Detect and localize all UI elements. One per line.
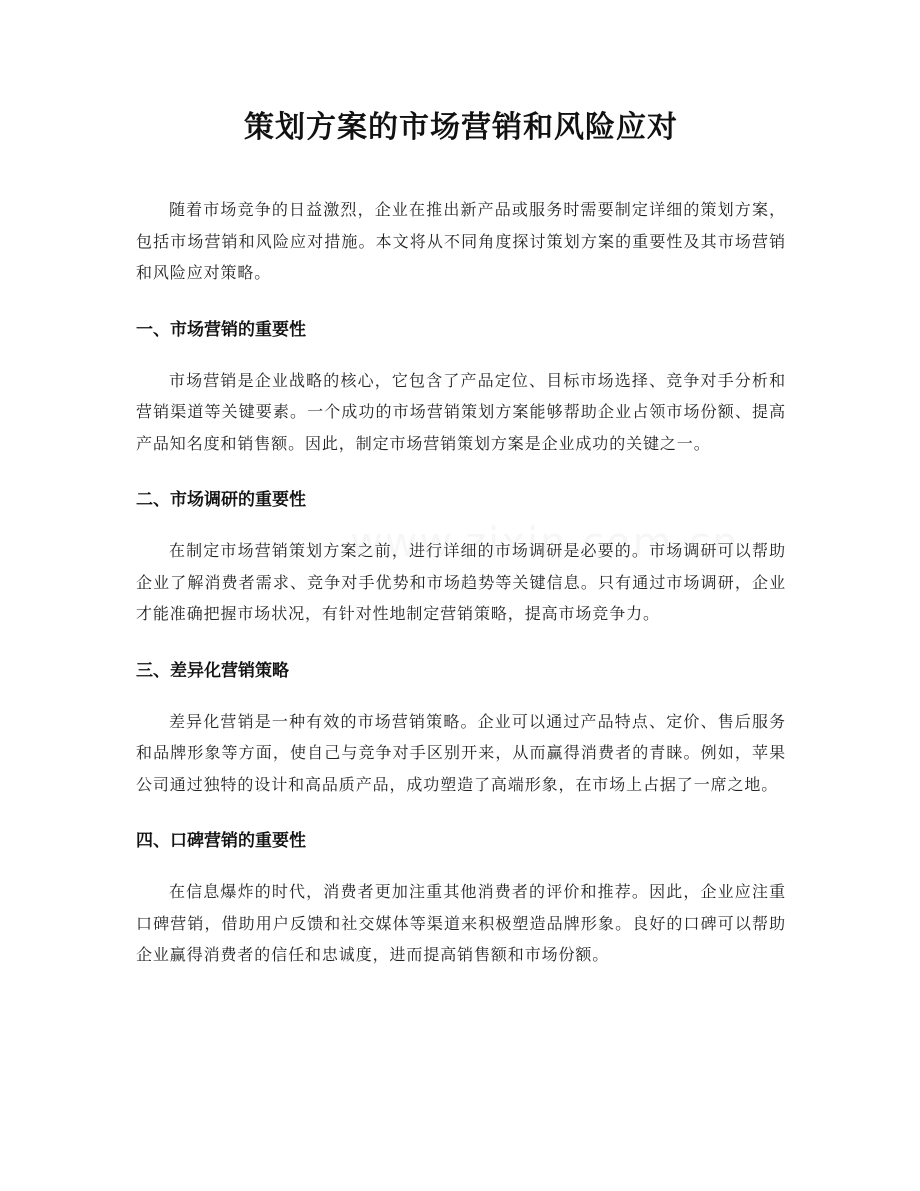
section-heading-2: 二、市场调研的重要性	[136, 490, 306, 510]
section-body-2: 在制定市场营销策划方案之前，进行详细的市场调研是必要的。市场调研可以帮助企业了解消费者需求、竞争对手优势和市场趋势等关键信息。只有通过市场调研，企业才能准确把握市场状况，有针对性地制定营销策略，提高市场竞争力。	[136, 541, 786, 623]
section-heading-3: 三、差异化营销策略	[136, 660, 289, 681]
section-heading-4: 四、口碑营销的重要性	[136, 831, 306, 851]
section-body-3: 差异化营销是一种有效的市场营销策略。企业可以通过产品特点、定价、售后服务和品牌形象等方面，使自己与竞争对手区别开来，从而赢得消费者的青睐。例如，苹果公司通过独特的设计和高品质产品，成功塑造了高端形象，在市场上占据了一席之地。	[136, 711, 786, 794]
section-body-1: 市场营销是企业战略的核心，它包含了产品定位、目标市场选择、竞争对手分析和营销渠道等关键要素。一个成功的市场营销策划方案能够帮助企业占领市场份额、提高产品知名度和销售额。因此，制定市场营销策划方案是企业成功的关键之一。	[136, 370, 786, 453]
intro-paragraph: 随着市场竞争的日益激烈，企业在推出新产品或服务时需要制定详细的策划方案，包括市场营销和风险应对措施。本文将从不同角度探讨策划方案的重要性及其市场营销和风险应对策略。	[136, 200, 786, 282]
page-title: 策划方案的市场营销和风险应对	[244, 110, 678, 145]
section-heading-1: 一、市场营销的重要性	[136, 319, 306, 340]
section-body-4: 在信息爆炸的时代，消费者更加注重其他消费者的评价和推荐。因此，企业应注重口碑营销，借助用户反馈和社交媒体等渠道来积极塑造品牌形象。良好的口碑可以帮助企业赢得消费者的信任和忠诚度，进而提高销售额和市场份额。	[136, 882, 786, 964]
